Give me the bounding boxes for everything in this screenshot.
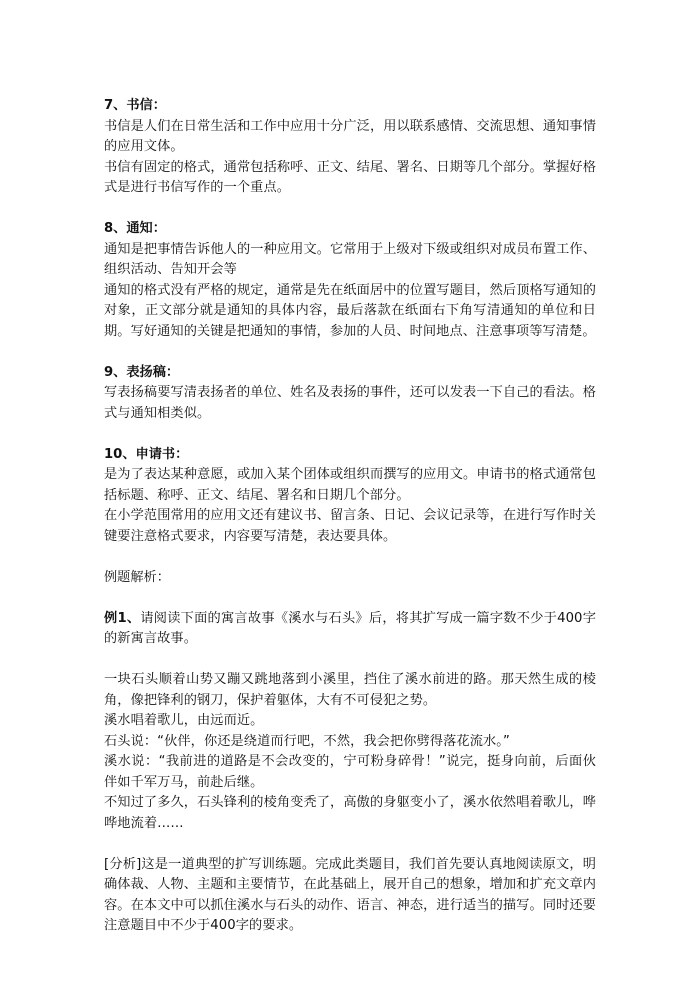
spacer	[104, 588, 596, 609]
section-8-paragraph-2: 通知的格式没有严格的规定，通常是先在纸面居中的位置写题目，然后顶格写通知的对象，正文部分就是通知的具体内容，最后落款在纸面右下角写清通知的单位和日期。写好通知的关键是把通知的事情，参加的人员、时间地点、注意事项等写清楚。	[104, 282, 596, 339]
spacer	[104, 834, 596, 855]
spacer	[104, 199, 596, 220]
section-7-paragraph-1	[104, 117, 596, 158]
section-10-paragraph-1: 是为了表达某种意愿，或加入某个团体或组织而撰写的应用文。申请书的格式通常包括标题、称呼、正文、结尾、署名和日期几个部分。	[104, 467, 596, 503]
section-8-paragraph-1: 通知是把事情告诉他人的一种应用文。它常用于上级对下级或组织对成员布置工作、组织活动、告知开会等	[104, 241, 596, 277]
example-question	[104, 609, 596, 650]
document-body	[104, 96, 596, 937]
story-paragraph-5: 不知过了多久，石头锋利的棱角变秃了，高傲的身躯变小了，溪水依然唱着歌儿，哗哗地流着……	[104, 795, 596, 831]
spacer	[104, 650, 596, 671]
analysis-paragraph: [分析]这是一道典型的扩写训练题。完成此类题目，我们首先要认真地阅读原文，明确体裁、人物、主题和主要情节，在此基础上，展开自己的想象，增加和扩充文章内容。在本文中可以抓住溪水与石头的动作、语言、神态，进行适当的描写。同时还要注意题目中不少于400字的要求。	[104, 856, 596, 933]
spacer	[104, 424, 596, 445]
story-paragraph-2: 溪水唱着歌儿，由远而近。	[104, 713, 264, 728]
section-9-heading: 9、表扬稿：	[104, 364, 180, 380]
story-paragraph-4: 溪水说：“我前进的道路是不会改变的，宁可粉身碎骨！”说完，挺身向前，后面伙伴如千军万马，前赴后继。	[104, 754, 596, 790]
section-8-heading: 8、通知：	[104, 221, 166, 236]
story-paragraph-3: 石头说：“伙伴，你还是绕道而行吧，不然，我会把你劈得落花流水。”	[104, 733, 510, 749]
section-7-paragraph-1-text: 书信是人们在日常生活和工作中应用十分广泛，用以联系感情、交流思想、通知事情的应用文体。	[104, 118, 596, 154]
section-9-paragraph-1: 写表扬稿要写清表扬者的单位、姓名及表扬的事件，还可以发表一下自己的看法。格式与通知相类似。	[104, 385, 596, 421]
example-question-number: 例1、	[104, 610, 141, 626]
example-question-text: 请阅读下面的寓言故事《溪水与石头》后，将其扩写成一篇字数不少于400字的新寓言故事。	[104, 610, 596, 646]
section-7-paragraph-2: 书信有固定的格式，通常包括称呼、正文、结尾、署名、日期等几个部分。掌握好格式是进行书信写作的一个重点。	[104, 159, 596, 195]
section-10-heading: 10、申请书：	[104, 446, 189, 462]
story-paragraph-1: 一块石头顺着山势又蹦又跳地落到小溪里，挡住了溪水前进的路。那天然生成的棱角，像把锋利的钢刀，保护着躯体，大有不可侵犯之势。	[104, 672, 596, 708]
spacer	[104, 342, 596, 363]
spacer	[104, 547, 596, 568]
section-10-paragraph-2: 在小学范围常用的应用文还有建议书、留言条、日记、会议记录等，在进行写作时关键要注意格式要求，内容要写清楚，表达要具体。	[104, 508, 596, 544]
section-7-heading: 7、书信：	[104, 98, 166, 113]
example-label: 例题解析：	[104, 569, 170, 585]
